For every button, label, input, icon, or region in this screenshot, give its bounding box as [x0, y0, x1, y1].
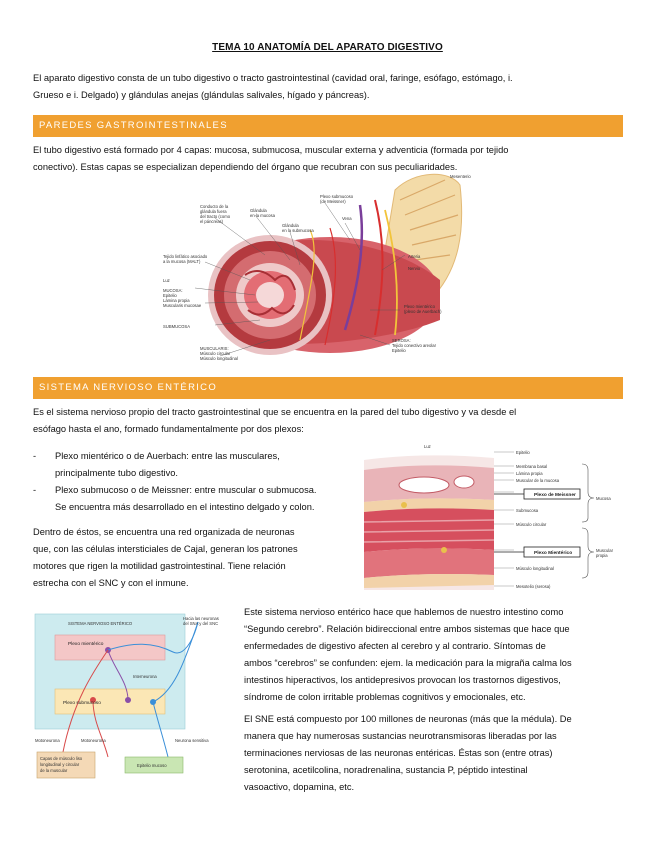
neurotransmitters-line-3: terminaciones nerviosas de las neuronas entéricas. Éstas son (entre otras): [244, 748, 553, 758]
bullet-auerbach-line-2: principalmente tubo digestivo.: [55, 468, 178, 478]
label-muscularis-mucosae: Muscularis mucosae: [163, 303, 202, 308]
fig2-musculo-longitudinal: Músculo longitudinal: [516, 566, 554, 571]
label-gland-mucosa-1: Glándula: [250, 208, 267, 213]
fig2-musculo-circular: Músculo circular: [516, 522, 547, 527]
label-serosa: SEROSA:: [392, 338, 411, 343]
wall-layers-illustration: [364, 440, 626, 592]
intro-paragraph: [33, 70, 623, 104]
label-plexo-mien-1: Plexo mientérico: [404, 304, 435, 309]
label-mesenterio: Mesenterio: [450, 174, 471, 179]
fig3-top-label-1: Hacia las neuronas: [183, 616, 219, 621]
label-tejido-areolar: Tejido conectivo areolar: [392, 343, 436, 348]
label-nervio: Nervio: [408, 266, 421, 271]
intro-line-2: Grueso e i. Delgado) y glándulas anejas (glándulas salivales, hígado y páncreas).: [33, 90, 370, 100]
label-circular: Músculo circular: [200, 351, 231, 356]
label-malt-2: a la mucosa (MALT): [163, 259, 201, 264]
ens-network-paragraph: [33, 524, 358, 592]
fig2-membrana: Membrana basal: [516, 464, 548, 469]
neurotransmitters-line-5: vasoactivo, dopamina, etc.: [244, 782, 355, 792]
neurotransmitters-paragraph: [244, 711, 623, 796]
fig3-plexo-mienterico: Plexo mientérico: [68, 642, 104, 647]
label-mucosa: MUCOSA:: [163, 288, 183, 293]
second-brain-line-2: “Segundo cerebro”. Relación bidireccional entre ambos sistemas que hace que: [244, 624, 570, 634]
label-plexo-sub: Plexo submucoso: [320, 194, 354, 199]
label-longitudinal: Músculo longitudinal: [200, 356, 238, 361]
label-vena: Vena: [342, 216, 352, 221]
ens-network-line-2: que, con las células intersticiales de Cajal, generan los patrones: [33, 544, 298, 554]
label-malt-1: Tejido linfático asociado: [163, 254, 208, 259]
section-heading-ens: SISTEMA NERVIOSO ENTÉRICO: [33, 377, 623, 399]
label-arteria: Arteria: [408, 254, 421, 259]
label-gland-sub-1: Glándula: [282, 223, 299, 228]
label-conducto-1: Conducto de la: [200, 204, 229, 209]
ens-intro-line-2: esófago hasta el ano, formado fundamentalmente por dos plexos:: [33, 424, 304, 434]
fig3-interneurona: Interneurona: [133, 674, 157, 679]
fig2-plexo-mienterico: Plexo Mientérico: [534, 551, 573, 556]
second-brain-line-4: ambos “cerebros” se confunden: ejem. la medicación para la migraña calma los: [244, 658, 572, 668]
label-plexo-sub-2: (de Meissner): [320, 199, 346, 204]
fig2-muscular-mucosa: Muscular de la mucosa: [516, 478, 560, 483]
ens-network-line-3: motores que rigen la motilidad gastrointestinal. Tiene relación: [33, 561, 286, 571]
bullet-text: [55, 448, 358, 482]
label-epitelio-2: Epitelio: [392, 348, 406, 353]
fig3-epitelio: Epitelio mucoso: [137, 763, 167, 768]
section-heading-walls: PAREDES GASTROINTESTINALES: [33, 115, 623, 137]
fig2-plexo-meissner: Plexo de Meissner: [534, 493, 576, 498]
fig3-motoneurona-1: Motoneurona: [35, 738, 60, 743]
fig3-plexo-submucoso: Plexo submucoso: [63, 701, 101, 706]
fig2-submucosa: Submucosa: [516, 508, 539, 513]
label-conducto-2: glándula fuera: [200, 209, 227, 214]
fig2-lamina: Lámina propia: [516, 471, 543, 476]
ens-intro-line-1: Es el sistema nervioso propio del tracto gastrointestinal que se encuentra en la pared del tubo digestivo y va desde el: [33, 407, 517, 417]
fig2-muscular-propia-1: Muscular: [596, 548, 613, 553]
ens-intro-paragraph: [33, 404, 623, 438]
second-brain-line-3: enfermedades de digestivo afecten al cerebro y al contrario. Síntomas de: [244, 641, 546, 651]
neurotransmitters-line-4: serotonina, acetilcolina, noradrenalina, sustancia P, péptido intestinal: [244, 765, 528, 775]
fig3-neurona-sensitiva: Neurona sensitiva: [175, 738, 209, 743]
label-muscularis-ext: MUSCULARIS:: [200, 346, 229, 351]
label-gland-sub-2: en la submucosa: [282, 228, 314, 233]
intro-line-1: El aparato digestivo consta de un tubo digestivo o tracto gastrointestinal (cavidad oral, faringe, esófago, estómago, i.: [33, 73, 513, 83]
page-title: TEMA 10 ANATOMÍA DEL APARATO DIGESTIVO: [212, 42, 443, 53]
fig2-epitelio: Epitelio: [516, 450, 530, 455]
second-brain-paragraph: [244, 604, 623, 706]
label-submucosa: SUBMUCOSA: [163, 324, 190, 329]
bullet-text: [55, 482, 358, 516]
ens-network-line-4: estrecha con el SNC y con el inmune.: [33, 578, 189, 588]
gi-wall-illustration: [160, 170, 480, 370]
fig2-luz: Luz: [424, 444, 431, 449]
fig2-mucosa: Mucosa: [596, 496, 611, 501]
label-lamina: Lámina propia: [163, 298, 190, 303]
fig2-muscular-propia-2: propia: [596, 553, 608, 558]
fig3-top-label-2: del SNA y del SNC: [183, 621, 219, 626]
bullet-meissner-line-1: Plexo submucoso o de Meissner: entre muscular o submucosa.: [55, 485, 317, 495]
bullet-meissner-line-2: Se encuentra más desarrollado en el intestino delgado y colon.: [55, 502, 315, 512]
ens-schematic-illustration: [33, 612, 238, 782]
fig3-motoneurona-2: Motoneurona: [81, 738, 106, 743]
neurotransmitters-line-2: manera que hay numerosas sustancias neurotransmisoras liberadas por las: [244, 731, 557, 741]
label-luz: Luz: [163, 278, 170, 283]
fig3-capas-1: Capas de músculo liso: [40, 756, 83, 761]
label-epitelio: Epitelio: [163, 293, 177, 298]
bullet-dash: -: [33, 451, 37, 461]
label-conducto-3: del tracto (como: [200, 214, 231, 219]
second-brain-line-6: síndrome de colon irritable problemas cognitivos y emocionales, etc.: [244, 692, 526, 702]
second-brain-line-1: Este sistema nervioso entérico hace que hablemos de nuestro intestino como: [244, 607, 564, 617]
second-brain-line-5: intestinos hiperactivos, los antidepresivos provocan los trastornos digestivos,: [244, 675, 561, 685]
bullet-dash: -: [33, 485, 37, 495]
bullet-meissner: [33, 482, 358, 516]
label-gland-mucosa-2: en la mucosa: [250, 213, 275, 218]
label-plexo-mien-2: (plexo de Auerbach): [404, 309, 442, 314]
label-conducto-4: el páncreas): [200, 219, 224, 224]
ens-network-line-1: Dentro de éstos, se encuentra una red organizada de neuronas: [33, 527, 295, 537]
bullet-auerbach-line-1: Plexo mientérico o de Auerbach: entre las musculares,: [55, 451, 280, 461]
fig2-mesotelio: Mesotelio (serosa): [516, 584, 551, 589]
fig3-capas-3: de la muscular: [40, 768, 68, 773]
fig3-capas-2: longitudinal y circular: [40, 762, 80, 767]
neurotransmitters-line-1: El SNE está compuesto por 100 millones de neuronas (más que la médula). De: [244, 714, 572, 724]
bullet-auerbach: [33, 448, 358, 482]
walls-line-2: conectivo). Estas capas se especializan dependiendo del órgano que recubran con sus peculiaridades.: [33, 162, 458, 172]
walls-line-1: El tubo digestivo está formado por 4 capas: mucosa, submucosa, muscular externa y adventicia (formada por tejido: [33, 145, 509, 155]
fig3-title: SISTEMA NERVIOSO ENTÉRICO: [68, 621, 133, 626]
